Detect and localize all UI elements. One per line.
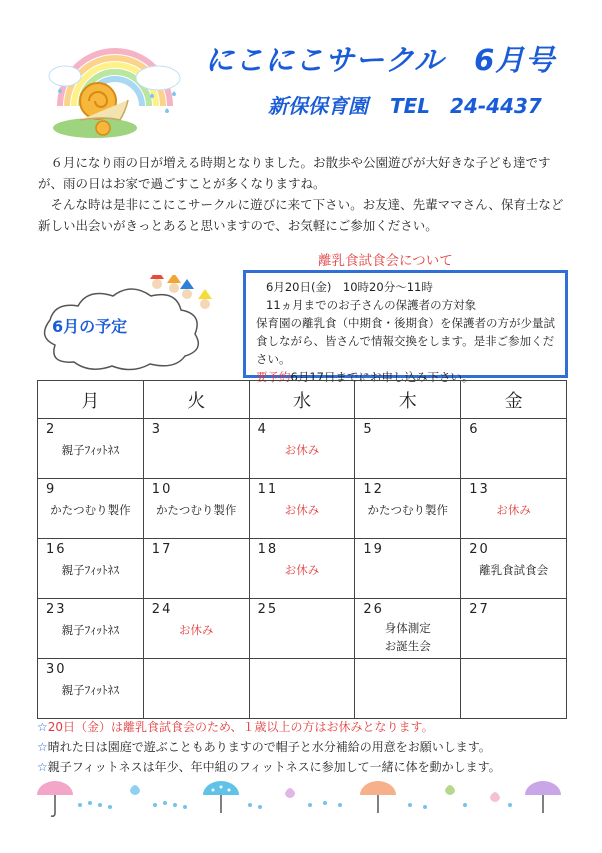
footnote-text: 親子フィットネスは年少、年中組のフィットネスに参加して一緒に体を動かします。 xyxy=(47,760,501,774)
calendar-day-cell xyxy=(461,539,567,599)
calendar-day-cell xyxy=(143,479,249,539)
calendar-week-row xyxy=(38,539,567,599)
intro-paragraph-1: ６月になり雨の日が増える時期となりました。お散歩や公園遊びが大好きな子ども達ですが、雨の日はお家で過ごすことが多くなりますね。 xyxy=(38,155,551,191)
subtitle xyxy=(268,90,542,119)
day-number: 20 xyxy=(469,542,490,557)
day-number: 27 xyxy=(469,602,490,617)
day-number: 16 xyxy=(46,542,67,557)
day-number: 17 xyxy=(151,542,173,557)
footnote-item xyxy=(37,757,501,777)
day-number: 10 xyxy=(151,482,173,497)
calendar xyxy=(37,380,567,719)
day-number: 6 xyxy=(469,422,480,437)
footnote-item xyxy=(37,717,501,737)
day-number: 5 xyxy=(363,422,374,437)
umbrella-icon xyxy=(203,781,239,813)
calendar-day-cell xyxy=(143,599,249,659)
calendar-day-cell xyxy=(461,659,567,719)
calendar-event: かたつむり製作 xyxy=(50,503,131,517)
day-number: 12 xyxy=(363,482,384,497)
calendar-day-cell xyxy=(249,479,355,539)
org-name: 新保保育園 xyxy=(268,94,368,118)
day-number: 3 xyxy=(151,422,163,437)
calendar-event: お休み xyxy=(284,503,320,517)
calendar-event: お休み xyxy=(496,503,531,517)
calendar-event: 離乳食試食会 xyxy=(479,563,549,577)
calendar-day-cell xyxy=(461,599,567,659)
calendar-day-cell xyxy=(249,419,355,479)
calendar-day-cell xyxy=(143,659,249,719)
calendar-event: かたつむり製作 xyxy=(367,503,449,517)
calendar-week-row xyxy=(38,659,567,719)
rainbow-snail-icon xyxy=(40,36,190,146)
day-header: 金 xyxy=(461,381,567,419)
calendar-event: お誕生会 xyxy=(384,639,431,653)
day-header: 水 xyxy=(249,381,355,419)
calendar-day-cell xyxy=(355,419,461,479)
calendar-event: お休み xyxy=(284,443,320,457)
day-number: 9 xyxy=(46,482,57,497)
calendar-day-cell xyxy=(38,599,144,659)
phone-number: TEL 24-4437 xyxy=(390,94,542,118)
day-number: 13 xyxy=(469,482,490,497)
day-header: 火 xyxy=(143,381,249,419)
calendar-event: かたつむり製作 xyxy=(155,503,237,517)
calendar-day-cell xyxy=(38,539,144,599)
day-number: 24 xyxy=(151,602,173,617)
calendar-week-row xyxy=(38,419,567,479)
calendar-day-cell xyxy=(143,419,249,479)
calendar-week-row xyxy=(38,479,567,539)
notice-target: 11ヵ月までのお子さんの保護者の方対象 xyxy=(266,298,477,312)
notice-title: 離乳食試食会について xyxy=(318,253,453,269)
calendar-day-cell xyxy=(38,659,144,719)
day-number: 26 xyxy=(363,602,384,617)
footnote-text: 晴れた日は園庭で遊ぶこともありますので帽子と水分補給の用意をお願いします。 xyxy=(47,740,491,754)
day-number: 19 xyxy=(363,542,384,557)
umbrella-icon xyxy=(525,781,561,813)
day-number: 4 xyxy=(257,422,268,437)
calendar-event: お休み xyxy=(284,563,320,577)
footnote-text: 20日（金）は離乳食試食会のため、１歳以上の方はお休みとなります。 xyxy=(47,720,434,734)
calendar-event: 親子ﾌｨｯﾄﾈｽ xyxy=(61,623,120,637)
day-number: 23 xyxy=(46,602,67,617)
calendar-day-cell xyxy=(249,539,355,599)
calendar-day-cell xyxy=(38,419,144,479)
day-number: 18 xyxy=(257,542,279,557)
reserve-text: 6月17日までにお申し込み下さい。 xyxy=(290,370,474,384)
calendar-event: 親子ﾌｨｯﾄﾈｽ xyxy=(61,563,120,577)
calendar-header-row xyxy=(38,381,567,419)
day-number: 11 xyxy=(257,482,279,497)
calendar-day-cell xyxy=(355,599,461,659)
umbrella-icon xyxy=(37,781,73,816)
calendar-event: お休み xyxy=(178,623,214,637)
star-icon: ☆ xyxy=(37,740,48,754)
calendar-day-cell xyxy=(461,419,567,479)
star-icon: ☆ xyxy=(37,760,48,774)
day-header: 月 xyxy=(38,381,144,419)
day-number: 2 xyxy=(46,422,57,437)
calendar-day-cell xyxy=(461,479,567,539)
day-number: 25 xyxy=(257,602,279,617)
day-number: 30 xyxy=(46,662,67,677)
raindrop-icon xyxy=(130,785,500,802)
notice-date: 6月20日(金) 10時20分～11時 xyxy=(266,280,433,294)
page-title: にこにこサークル 6月号 xyxy=(205,43,556,77)
calendar-day-cell xyxy=(355,539,461,599)
day-header: 木 xyxy=(355,381,461,419)
umbrella-icon xyxy=(360,781,396,813)
intro-paragraph-2: そんな時は是非にこにこサークルに遊びに来て下さい。お友達、先輩ママさん、保育士など新しい出会いがきっとあると思いますので、お気軽にご参加ください。 xyxy=(38,197,564,233)
calendar-event: 親子ﾌｨｯﾄﾈｽ xyxy=(61,683,120,697)
plan-label: 6月の予定 xyxy=(52,317,128,336)
calendar-week-row xyxy=(38,599,567,659)
calendar-day-cell xyxy=(355,659,461,719)
umbrella-border-icon xyxy=(35,775,565,820)
calendar-day-cell xyxy=(249,659,355,719)
calendar-event: 親子ﾌｨｯﾄﾈｽ xyxy=(61,443,120,457)
intro-text xyxy=(38,152,573,236)
calendar-event: 身体測定 xyxy=(384,621,431,635)
footnotes xyxy=(37,717,501,777)
calendar-day-cell xyxy=(355,479,461,539)
calendar-day-cell xyxy=(143,539,249,599)
calendar-day-cell xyxy=(249,599,355,659)
calendar-day-cell xyxy=(38,479,144,539)
notice-description: 保育園の離乳食（中期食・後期食）を保護者の方が少量試食しながら、皆さんで情報交換をします。是非ご参加ください。 xyxy=(256,316,555,366)
notice-box xyxy=(243,270,568,384)
footnote-item xyxy=(37,737,501,757)
reserve-label: 要予約 xyxy=(256,370,291,384)
star-icon: ☆ xyxy=(37,720,48,734)
